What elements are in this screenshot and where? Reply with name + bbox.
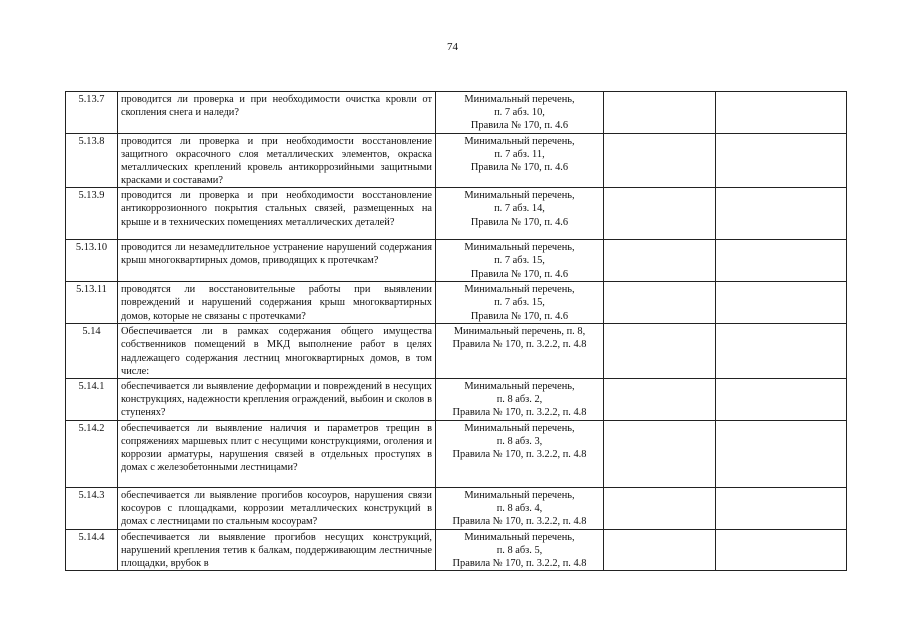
reference-line: Правила № 170, п. 3.2.2, п. 4.8 bbox=[452, 448, 587, 460]
reference-line: Правила № 170, п. 3.2.2, п. 4.8 bbox=[452, 557, 587, 569]
reference-line: Минимальный перечень, п. 8, bbox=[453, 326, 586, 338]
legal-reference bbox=[436, 324, 604, 378]
item-number: 5.14.1 bbox=[66, 378, 118, 420]
reference-line: Правила № 170, п. 4.6 bbox=[470, 268, 569, 280]
legal-reference bbox=[436, 188, 604, 240]
table-row bbox=[66, 92, 847, 134]
reference-line: Правила № 170, п. 4.6 bbox=[470, 310, 569, 322]
note-cell bbox=[716, 282, 847, 324]
note-cell bbox=[716, 188, 847, 240]
table-row bbox=[66, 188, 847, 240]
table-row bbox=[66, 487, 847, 529]
answer-cell bbox=[604, 378, 716, 420]
question-text: Обеспечивается ли в рамках содержания общего имущества собственников помещений в МКД выполнение работ в целях надлежащего содержания лестниц многоквартирных домов, в том числе: bbox=[118, 324, 436, 378]
answer-cell bbox=[604, 134, 716, 188]
reference-line: Минимальный перечень, bbox=[464, 190, 575, 202]
reference-line: п. 7 абз. 15, bbox=[494, 297, 545, 309]
table-row bbox=[66, 529, 847, 570]
reference-line: Правила № 170, п. 3.2.2, п. 4.8 bbox=[452, 339, 587, 351]
legal-reference bbox=[436, 487, 604, 529]
question-text: проводится ли проверка и при необходимости восстановление антикоррозионного покрытия стальных связей, размещенных на крыше и в технических помещениях металлических деталей? bbox=[118, 188, 436, 240]
reference-line: п. 7 абз. 11, bbox=[494, 149, 545, 161]
table-row bbox=[66, 282, 847, 324]
reference-line: Правила № 170, п. 4.6 bbox=[470, 120, 569, 132]
answer-cell bbox=[604, 420, 716, 487]
question-text: обеспечивается ли выявление деформации и повреждений в несущих конструкциях, надежности крепления ограждений, выбоин и сколов в ступенях? bbox=[118, 378, 436, 420]
question-text: проводится ли проверка и при необходимости очистка кровли от скопления снега и наледи? bbox=[118, 92, 436, 134]
item-number: 5.14 bbox=[66, 324, 118, 378]
reference-line: п. 8 абз. 2, bbox=[496, 393, 543, 405]
reference-line: Минимальный перечень, bbox=[464, 422, 575, 434]
item-number: 5.13.8 bbox=[66, 134, 118, 188]
reference-line: Минимальный перечень, bbox=[464, 94, 575, 105]
reference-line: п. 7 абз. 14, bbox=[494, 203, 545, 215]
reference-line: Минимальный перечень, bbox=[464, 380, 575, 392]
reference-line: п. 7 абз. 15, bbox=[494, 255, 545, 267]
item-number: 5.14.4 bbox=[66, 529, 118, 570]
question-text: обеспечивается ли выявление наличия и параметров трещин в сопряжениях маршевых плит с несущими конструкциями, оголения и коррозии арматуры, нарушения связей в отдельных проступях в домах с железобетонными лестницами? bbox=[118, 420, 436, 487]
question-text: обеспечивается ли выявление прогибов несущих конструкций, нарушений крепления тетив к балкам, поддерживающим лестничные площадки, врубок в bbox=[118, 529, 436, 570]
answer-cell bbox=[604, 282, 716, 324]
legal-reference bbox=[436, 92, 604, 134]
reference-line: Минимальный перечень, bbox=[464, 284, 575, 296]
answer-cell bbox=[604, 240, 716, 282]
question-text: обеспечивается ли выявление прогибов косоуров, нарушения связи косоуров с площадками, коррозии металлических конструкций в домах с лестницами по стальным косоурам? bbox=[118, 487, 436, 529]
question-text: проводится ли незамедлительное устранение нарушений содержания крыш многоквартирных домов, приводящих к протечкам? bbox=[118, 240, 436, 282]
legal-reference bbox=[436, 378, 604, 420]
table-row bbox=[66, 240, 847, 282]
reference-line: Правила № 170, п. 4.6 bbox=[470, 162, 569, 174]
note-cell bbox=[716, 529, 847, 570]
note-cell bbox=[716, 420, 847, 487]
reference-line: Минимальный перечень, bbox=[464, 242, 575, 254]
reference-line: Минимальный перечень, bbox=[464, 531, 575, 543]
legal-reference bbox=[436, 282, 604, 324]
item-number: 5.14.2 bbox=[66, 420, 118, 487]
reference-line: Правила № 170, п. 3.2.2, п. 4.8 bbox=[452, 515, 587, 527]
item-number: 5.13.9 bbox=[66, 188, 118, 240]
legal-reference bbox=[436, 420, 604, 487]
reference-line: Минимальный перечень, bbox=[464, 489, 575, 501]
reference-line: Правила № 170, п. 4.6 bbox=[470, 216, 569, 228]
table-row bbox=[66, 324, 847, 378]
note-cell bbox=[716, 92, 847, 134]
reference-line: Минимальный перечень, bbox=[464, 136, 575, 147]
reference-line: п. 8 абз. 4, bbox=[496, 502, 543, 514]
item-number: 5.14.3 bbox=[66, 487, 118, 529]
note-cell bbox=[716, 324, 847, 378]
table-row bbox=[66, 420, 847, 487]
legal-reference bbox=[436, 240, 604, 282]
item-number: 5.13.7 bbox=[66, 92, 118, 134]
answer-cell bbox=[604, 487, 716, 529]
legal-reference bbox=[436, 529, 604, 570]
checklist-table bbox=[65, 91, 847, 571]
item-number: 5.13.10 bbox=[66, 240, 118, 282]
reference-line: п. 8 абз. 3, bbox=[496, 435, 543, 447]
note-cell bbox=[716, 487, 847, 529]
table-row bbox=[66, 134, 847, 188]
question-text: проводится ли проверка и при необходимости восстановление защитного окрасочного слоя металлических элементов, окраска металлических креплений кровель антикоррозийными защитными красками и составами? bbox=[118, 134, 436, 188]
answer-cell bbox=[604, 188, 716, 240]
answer-cell bbox=[604, 529, 716, 570]
item-number: 5.13.11 bbox=[66, 282, 118, 324]
question-text: проводятся ли восстановительные работы при выявлении повреждений и нарушений содержания крыш многоквартирных домов, которые не связаны с протечками? bbox=[118, 282, 436, 324]
answer-cell bbox=[604, 92, 716, 134]
note-cell bbox=[716, 134, 847, 188]
legal-reference bbox=[436, 134, 604, 188]
table-row bbox=[66, 378, 847, 420]
page-number: 74 bbox=[447, 41, 458, 53]
note-cell bbox=[716, 240, 847, 282]
reference-line: п. 8 абз. 5, bbox=[496, 544, 543, 556]
note-cell bbox=[716, 378, 847, 420]
reference-line: Правила № 170, п. 3.2.2, п. 4.8 bbox=[452, 406, 587, 418]
answer-cell bbox=[604, 324, 716, 378]
reference-line: п. 7 абз. 10, bbox=[494, 107, 545, 119]
